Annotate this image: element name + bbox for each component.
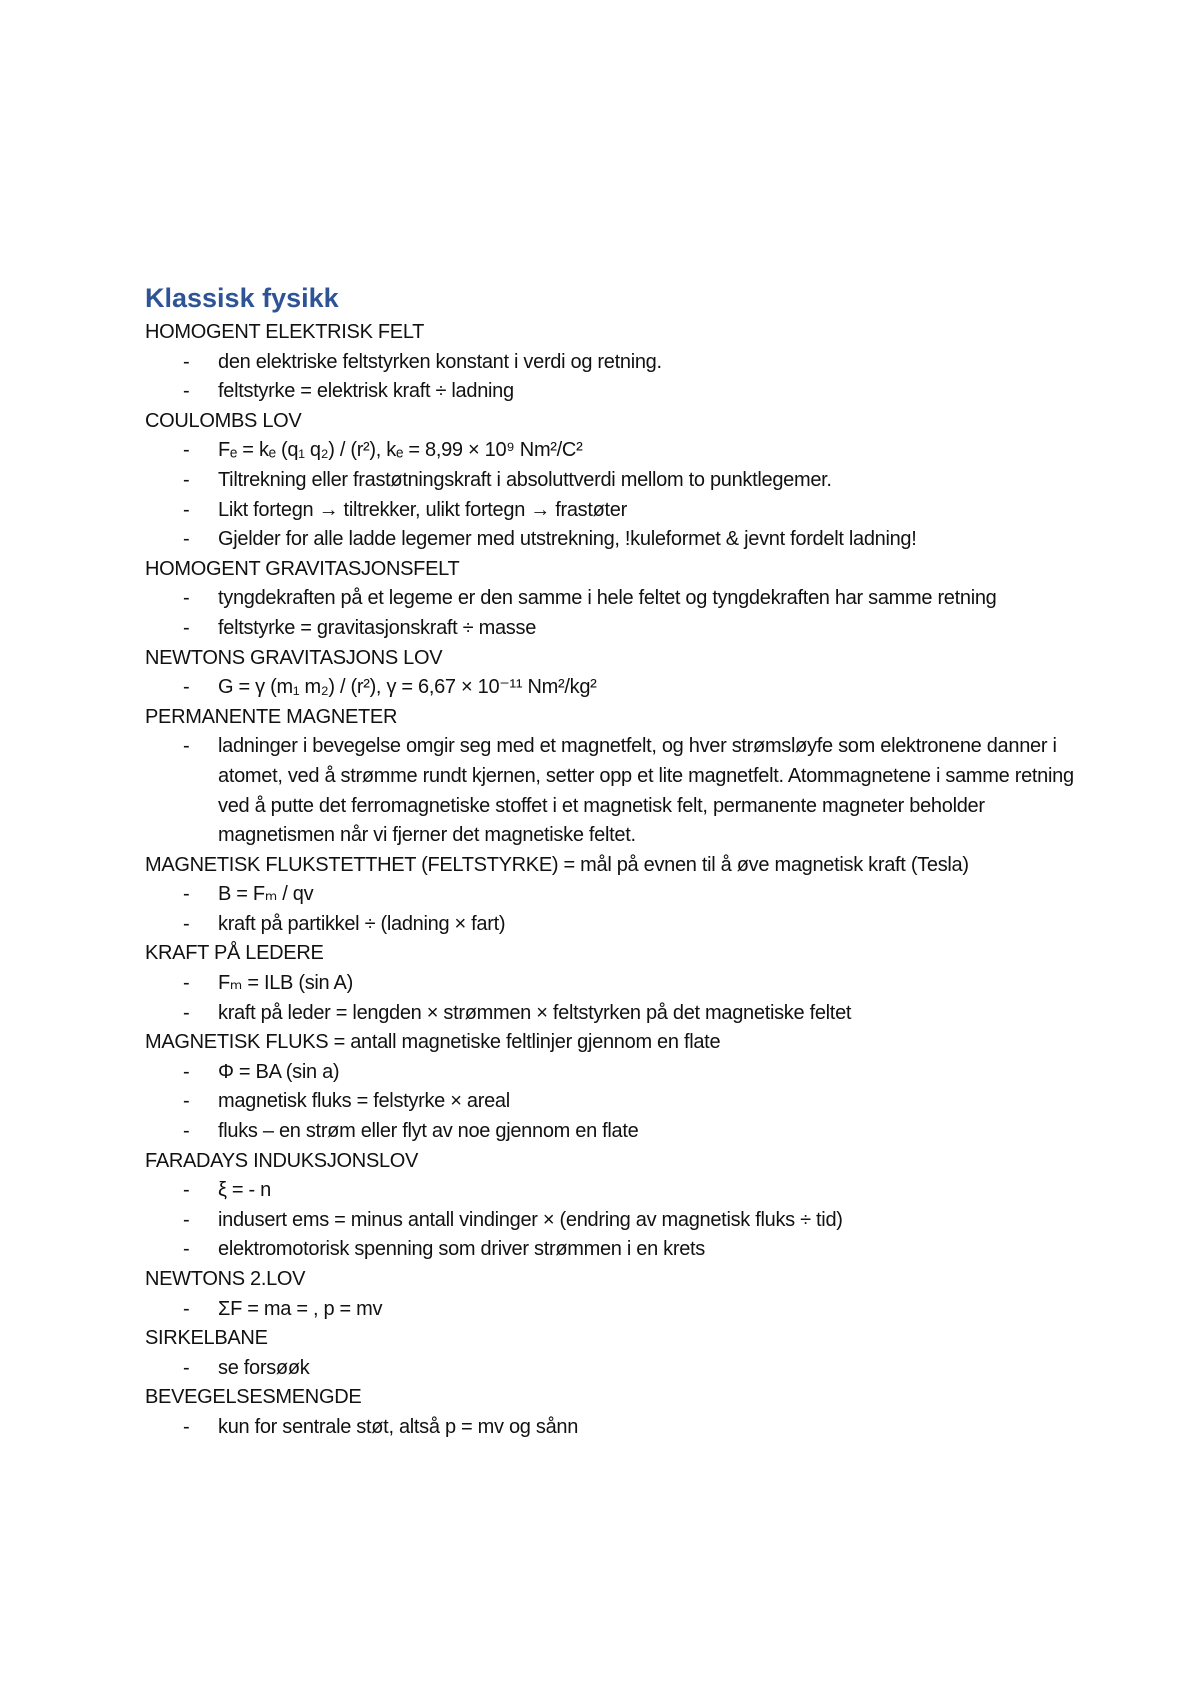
bullet-list xyxy=(145,1295,1105,1325)
dash-marker: - xyxy=(183,439,190,462)
section xyxy=(145,407,1105,555)
bullet-list xyxy=(145,673,1105,703)
bullet-item xyxy=(145,999,1105,1029)
section-heading: MAGNETISK FLUKS = antall magnetiske feltlinjer gjennom en flate xyxy=(145,1031,721,1054)
bullet-item xyxy=(145,969,1105,999)
dash-marker: - xyxy=(183,528,190,551)
dash-marker: - xyxy=(183,912,190,935)
bullet-item xyxy=(145,348,1105,378)
document-page xyxy=(145,278,1105,1443)
bullet-item xyxy=(145,377,1105,407)
section-heading: HOMOGENT GRAVITASJONSFELT xyxy=(145,557,460,580)
bullet-item xyxy=(145,732,1105,850)
bullet-item xyxy=(145,496,1105,526)
dash-marker: - xyxy=(183,883,190,906)
bullet-list xyxy=(145,732,1105,850)
bullet-item xyxy=(145,1354,1105,1384)
dash-marker: - xyxy=(183,1060,190,1083)
bullet-text: den elektriske feltstyrken konstant i verdi og retning. xyxy=(218,350,662,373)
bullet-item xyxy=(145,1087,1105,1117)
dash-marker: - xyxy=(183,676,190,699)
bullet-text: Fₑ = kₑ (q₁ q₂) / (r²), kₑ = 8,99 × 10⁹ Nm²/C² xyxy=(218,439,583,462)
bullet-text: ΣF = ma = , p = mv xyxy=(218,1297,383,1320)
bullet-text: ξ = - n xyxy=(218,1179,271,1202)
bullet-text: feltstyrke = elektrisk kraft ÷ ladning xyxy=(218,380,514,403)
bullet-text: Fₘ = ILB (sin A) xyxy=(218,972,353,995)
bullet-text: B = Fₘ / qv xyxy=(218,883,314,906)
section-heading: MAGNETISK FLUKSTETTHET (FELTSTYRKE) = mål på evnen til å øve magnetisk kraft (Tesla) xyxy=(145,853,969,876)
section-heading: NEWTONS GRAVITASJONS LOV xyxy=(145,646,443,669)
dash-marker: - xyxy=(183,350,190,373)
dash-marker: - xyxy=(183,1001,190,1024)
dash-marker: - xyxy=(183,1297,190,1320)
bullet-item xyxy=(145,436,1105,466)
dash-marker: - xyxy=(183,1208,190,1231)
bullet-item xyxy=(145,584,1105,614)
bullet-text: G = γ (m₁ m₂) / (r²), γ = 6,67 × 10⁻¹¹ Nm²/kg² xyxy=(218,676,597,699)
dash-marker: - xyxy=(183,587,190,610)
section-heading: SIRKELBANE xyxy=(145,1327,268,1350)
dash-marker: - xyxy=(183,1415,190,1438)
section xyxy=(145,1383,1105,1442)
bullet-list xyxy=(145,348,1105,407)
section xyxy=(145,1028,1105,1146)
section-heading: NEWTONS 2.LOV xyxy=(145,1268,306,1290)
section-heading: COULOMBS LOV xyxy=(145,409,302,432)
bullet-text: Gjelder for alle ladde legemer med utstrekning, !kuleformet & jevnt fordelt ladning! xyxy=(218,528,917,551)
section xyxy=(145,1324,1105,1383)
dash-marker: - xyxy=(183,498,190,521)
bullet-list xyxy=(145,1354,1105,1384)
bullet-list xyxy=(145,880,1105,939)
section-heading: KRAFT PÅ LEDERE xyxy=(145,942,324,965)
dash-marker: - xyxy=(183,1120,190,1143)
section xyxy=(145,1265,1105,1324)
bullet-text: fluks – en strøm eller flyt av noe gjennom en flate xyxy=(218,1120,639,1143)
bullet-item xyxy=(145,614,1105,644)
bullet-text: Tiltrekning eller frastøtningskraft i absoluttverdi mellom to punktlegemer. xyxy=(218,468,832,491)
bullet-item xyxy=(145,1176,1105,1206)
bullet-text: kraft på partikkel ÷ (ladning × fart) xyxy=(218,912,506,935)
bullet-item xyxy=(145,1206,1105,1236)
section-heading: FARADAYS INDUKSJONSLOV xyxy=(145,1149,419,1172)
bullet-item xyxy=(145,1295,1105,1325)
bullet-text: magnetisk fluks = felstyrke × areal xyxy=(218,1090,510,1113)
section xyxy=(145,851,1105,940)
bullet-list xyxy=(145,1176,1105,1265)
bullet-text: ladninger i bevegelse omgir seg med et magnetfelt, og hver strømsløyfe som elektronene danner i atomet, ved å strømme rundt kjernen, setter opp et lite magnetfelt. Atommagnetene i samme retning ved å putte det ferromagnetiske stoffet i et magnetisk felt, permanente magneter beholder magnetismen når vi fjerner det magnetiske feltet. xyxy=(218,735,1074,847)
section xyxy=(145,555,1105,644)
section xyxy=(145,703,1105,851)
bullet-text: elektromotorisk spenning som driver strømmen i en krets xyxy=(218,1238,705,1261)
bullet-text: kraft på leder = lengden × strømmen × feltstyrken på det magnetiske feltet xyxy=(218,1001,852,1024)
dash-marker: - xyxy=(183,1090,190,1113)
bullet-item xyxy=(145,673,1105,703)
bullet-text: Φ = BA (sin a) xyxy=(218,1060,340,1083)
bullet-item xyxy=(145,1235,1105,1265)
dash-marker: - xyxy=(183,468,190,491)
section-heading: BEVEGELSESMENGDE xyxy=(145,1386,362,1409)
section-heading: PERMANENTE MAGNETER xyxy=(145,705,398,728)
section xyxy=(145,939,1105,1028)
bullet-list xyxy=(145,1413,1105,1443)
dash-marker: - xyxy=(183,972,190,995)
sections-container xyxy=(145,318,1105,1443)
bullet-text: indusert ems = minus antall vindinger × (endring av magnetisk fluks ÷ tid) xyxy=(218,1208,843,1231)
dash-marker: - xyxy=(183,616,190,639)
bullet-list xyxy=(145,436,1105,554)
section xyxy=(145,644,1105,703)
bullet-text: kun for sentrale støt, altså p = mv og sånn xyxy=(218,1415,579,1438)
bullet-text: Likt fortegn → tiltrekker, ulikt fortegn → frastøter xyxy=(218,498,627,521)
bullet-item xyxy=(145,1117,1105,1147)
bullet-item xyxy=(145,910,1105,940)
section-heading: HOMOGENT ELEKTRISK FELT xyxy=(145,321,425,343)
bullet-item xyxy=(145,525,1105,555)
document-title: Klassisk fysikk xyxy=(145,283,339,313)
bullet-text: feltstyrke = gravitasjonskraft ÷ masse xyxy=(218,616,537,639)
dash-marker: - xyxy=(183,1356,190,1379)
dash-marker: - xyxy=(183,1238,190,1261)
dash-marker: - xyxy=(183,735,190,758)
dash-marker: - xyxy=(183,1179,190,1202)
section xyxy=(145,1147,1105,1265)
bullet-text: se forsøøk xyxy=(218,1356,310,1379)
bullet-item xyxy=(145,1058,1105,1088)
bullet-list xyxy=(145,1058,1105,1147)
bullet-list xyxy=(145,584,1105,643)
dash-marker: - xyxy=(183,380,190,403)
bullet-item xyxy=(145,1413,1105,1443)
bullet-list xyxy=(145,969,1105,1028)
bullet-item xyxy=(145,466,1105,496)
bullet-text: tyngdekraften på et legeme er den samme i hele feltet og tyngdekraften har samme retning xyxy=(218,587,997,610)
bullet-item xyxy=(145,880,1105,910)
section xyxy=(145,318,1105,407)
